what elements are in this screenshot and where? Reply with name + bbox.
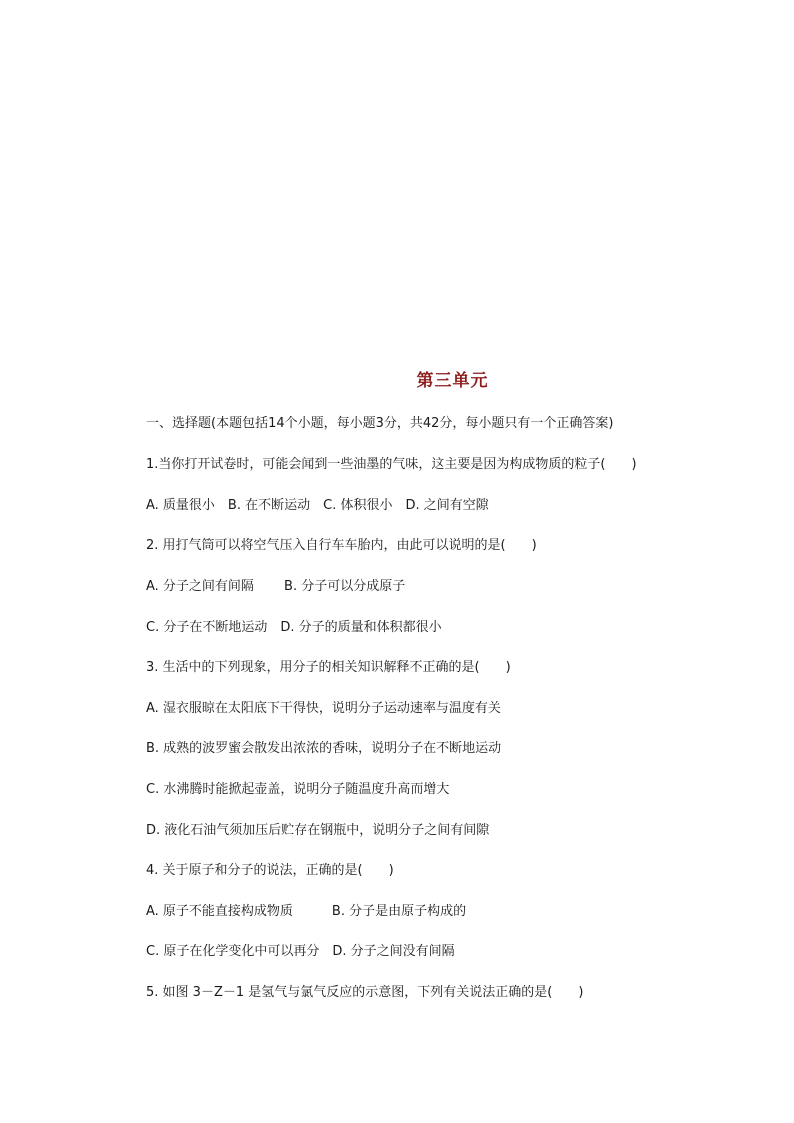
question-3-stem: 3. 生活中的下列现象，用分子的相关知识解释不正确的是( ) bbox=[146, 660, 511, 675]
question-4-options-ab: A. 原子不能直接构成物质 B. 分子是由原子构成的 bbox=[146, 904, 467, 919]
question-3-option-a: A. 湿衣服晾在太阳底下干得快，说明分子运动速率与温度有关 bbox=[146, 701, 501, 716]
question-3-option-c: C. 水沸腾时能掀起壶盖，说明分子随温度升高而增大 bbox=[146, 782, 450, 797]
question-3-option-d: D. 液化石油气须加压后贮存在钢瓶中，说明分子之间有间隙 bbox=[146, 823, 490, 838]
question-4-options-cd: C. 原子在化学变化中可以再分 D. 分子之间没有间隔 bbox=[146, 944, 455, 959]
unit-title: 第三单元 bbox=[416, 371, 489, 391]
question-2-options-cd: C. 分子在不断地运动 D. 分子的质量和体积都很小 bbox=[146, 620, 442, 635]
question-2-options-ab: A. 分子之间有间隔 B. 分子可以分成原子 bbox=[146, 579, 406, 594]
question-4-stem: 4. 关于原子和分子的说法，正确的是( ) bbox=[146, 863, 394, 878]
question-3-option-b: B. 成熟的波罗蜜会散发出浓浓的香味，说明分子在不断地运动 bbox=[146, 741, 502, 756]
section-header: 一、选择题(本题包括14个小题，每小题3分，共42分，每小题只有一个正确答案) bbox=[146, 416, 614, 431]
question-5-stem: 5. 如图 3－Z－1 是氢气与氯气反应的示意图，下列有关说法正确的是( ) bbox=[146, 985, 584, 1000]
question-1-stem: 1.当你打开试卷时，可能会闻到一些油墨的气味，这主要是因为构成物质的粒子( ) bbox=[146, 457, 637, 472]
question-1-options: A. 质量很小 B. 在不断运动 C. 体积很小 D. 之间有空隙 bbox=[146, 498, 489, 513]
question-2-stem: 2. 用打气筒可以将空气压入自行车车胎内，由此可以说明的是( ) bbox=[146, 538, 537, 553]
